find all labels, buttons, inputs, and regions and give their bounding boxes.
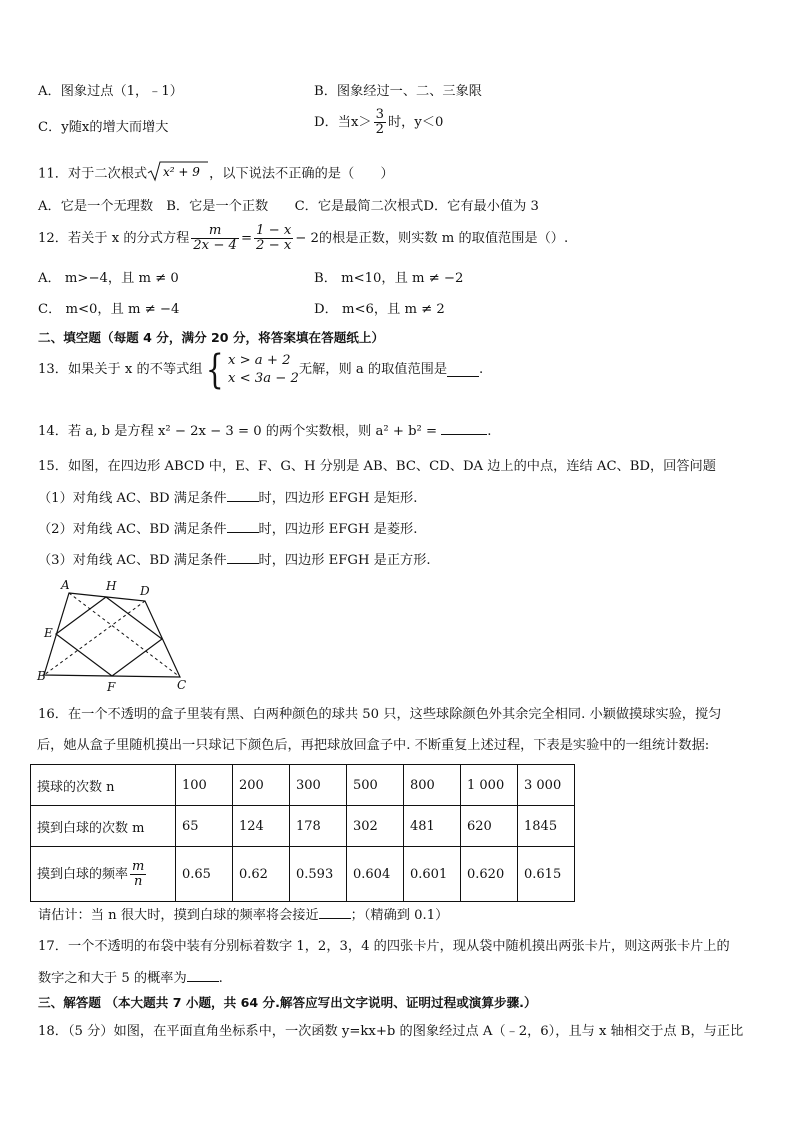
q15-sub-2-prefix: （2）对角线 AC、BD 满足条件 bbox=[38, 522, 227, 537]
quadrilateral-efgh bbox=[56, 597, 162, 676]
q17-line-2-prefix: 数字之和大于 5 的概率为 bbox=[38, 971, 187, 986]
answer-blank bbox=[447, 364, 479, 377]
table-row bbox=[31, 847, 575, 902]
table-row bbox=[31, 765, 575, 806]
q17-end: . bbox=[218, 971, 223, 986]
fraction-denominator: n bbox=[133, 873, 143, 889]
q13-stem-suffix: 无解，则 a 的取值范围是 bbox=[298, 362, 448, 377]
table-cell: 0.593 bbox=[290, 847, 347, 902]
section-heading-fill-in: 二、填空题（每题 4 分，满分 20 分，将答案填在答题纸上） bbox=[38, 330, 385, 345]
q14-stem-text: 14．若 a, b 是方程 x² − 2x − 3 = 0 的两个实数根，则 a² + b² = bbox=[38, 424, 438, 439]
fraction-denominator: 2 bbox=[375, 122, 384, 137]
fraction-numerator: m bbox=[191, 224, 239, 239]
q13-stem-prefix: 13．如果关于 x 的不等式组 bbox=[38, 362, 203, 377]
q16-estimate-prefix: 请估计：当 n 很大时，摸到白球的频率将会接近 bbox=[38, 908, 319, 923]
q11-options: A．它是一个无理数 B．它是一个正数 C．它是最简二次根式D．它有最小值为 3 bbox=[38, 199, 539, 214]
fraction bbox=[130, 860, 146, 889]
fraction-numerator: 1 − x bbox=[256, 223, 292, 238]
label-e: E bbox=[44, 626, 53, 640]
label-f: F bbox=[107, 680, 116, 694]
q15-sub-3 bbox=[38, 551, 431, 570]
fraction-denominator: 2x − 4 bbox=[193, 238, 237, 253]
table-cell: 481 bbox=[404, 806, 461, 847]
fraction-numerator: m bbox=[132, 858, 145, 874]
q15-sub-3-suffix: 时，四边形 EFGH 是正方形. bbox=[258, 553, 431, 568]
table-cell: 0.604 bbox=[347, 847, 404, 902]
section-heading-solutions: 三、解答题 （本大题共 7 小题，共 64 分.解答应写出文字说明、证明过程或演算步骤.） bbox=[38, 995, 537, 1010]
fraction-numerator: 3 bbox=[375, 107, 384, 122]
q12-option-d: D． m<6，且 m ≠ 2 bbox=[314, 302, 445, 317]
radical-sign-icon bbox=[147, 160, 209, 182]
label-b: B bbox=[37, 669, 46, 683]
inequality-1: x > a + 2 bbox=[227, 353, 291, 368]
minus-term: − 2 bbox=[295, 231, 319, 246]
q15-sub-2-suffix: 时，四边形 EFGH 是菱形. bbox=[258, 522, 418, 537]
table-cell: 302 bbox=[347, 806, 404, 847]
q15-sub-1-prefix: （1）对角线 AC、BD 满足条件 bbox=[38, 491, 227, 506]
label-a: A bbox=[61, 578, 70, 592]
q17-line-1: 17．一个不透明的布袋中装有分别标着数字 1，2，3，4 的四张卡片，现从袋中随机摸出两张卡片，则这两张卡片上的 bbox=[38, 939, 730, 954]
label-c: C bbox=[177, 678, 187, 692]
q12-option-b: B． m<10，且 m ≠ −2 bbox=[314, 271, 464, 286]
left-brace-icon: { bbox=[206, 347, 225, 393]
q11-stem-suffix: ，以下说法不正确的是（ ） bbox=[209, 166, 394, 182]
q15-sub-3-prefix: （3）对角线 AC、BD 满足条件 bbox=[38, 553, 227, 568]
table-cell: 1 000 bbox=[461, 765, 518, 806]
table-row bbox=[31, 806, 575, 847]
row-header: 摸到白球的次数 m bbox=[31, 806, 176, 847]
q13-end: . bbox=[479, 362, 484, 377]
q10-option-a: A．图象过点（1，﹣1） bbox=[38, 84, 183, 99]
q10-option-b: B．图象经过一、二、三象限 bbox=[314, 84, 482, 99]
table-cell: 124 bbox=[233, 806, 290, 847]
q14-stem bbox=[38, 422, 491, 441]
q10-option-d-prefix: D．当x＞ bbox=[314, 115, 372, 130]
table-cell: 1845 bbox=[518, 806, 575, 847]
table-cell: 300 bbox=[290, 765, 347, 806]
q16-estimate-suffix: ；（精确到 0.1） bbox=[350, 908, 449, 923]
fraction bbox=[191, 224, 239, 253]
table-cell: 500 bbox=[347, 765, 404, 806]
q10-option-d bbox=[314, 108, 443, 137]
q16-line-1: 16．在一个不透明的盒子里装有黑、白两种颜色的球共 50 只，这些球除颜色外其余完全相同. 小颖做摸球实验，搅匀 bbox=[38, 707, 722, 722]
fraction bbox=[374, 108, 386, 137]
answer-blank bbox=[441, 422, 487, 435]
q14-end: . bbox=[487, 424, 492, 439]
q12-option-a: A． m>−4，且 m ≠ 0 bbox=[38, 271, 179, 286]
fraction-denominator: 2 − x bbox=[256, 238, 292, 253]
row-header bbox=[31, 847, 176, 902]
q15-sub-2 bbox=[38, 520, 417, 539]
quadrilateral-abcd bbox=[44, 593, 180, 677]
q13-stem bbox=[38, 347, 484, 393]
table-cell: 0.62 bbox=[233, 847, 290, 902]
q11-stem bbox=[38, 160, 394, 188]
q15-sub-1 bbox=[38, 489, 417, 508]
q12-stem-prefix: 12．若关于 x 的分式方程 bbox=[38, 231, 190, 246]
table-cell: 0.65 bbox=[176, 847, 233, 902]
table-cell: 200 bbox=[233, 765, 290, 806]
row-header-text: 摸到白球的频率 bbox=[37, 866, 129, 882]
inequality-2: x < 3a − 2 bbox=[227, 371, 299, 386]
table-cell: 0.601 bbox=[404, 847, 461, 902]
row-header: 摸球的次数 n bbox=[31, 765, 176, 806]
answer-blank bbox=[227, 489, 259, 502]
table-cell: 0.620 bbox=[461, 847, 518, 902]
diagonal-ac bbox=[69, 593, 180, 677]
label-h: H bbox=[106, 579, 117, 593]
radicand: x² + 9 bbox=[163, 165, 200, 179]
q11-stem-prefix: 11．对于二次根式 bbox=[38, 166, 148, 182]
table-cell: 800 bbox=[404, 765, 461, 806]
inequality-system bbox=[228, 352, 299, 388]
answer-blank bbox=[227, 520, 259, 533]
quadrilateral-figure bbox=[30, 576, 200, 696]
label-d: D bbox=[140, 584, 150, 598]
q12-stem-suffix: 的根是正数，则实数 m 的取值范围是（）. bbox=[318, 231, 569, 246]
answer-blank bbox=[187, 969, 219, 982]
q15-sub-1-suffix: 时，四边形 EFGH 是矩形. bbox=[258, 491, 418, 506]
q12-stem bbox=[38, 224, 568, 253]
table-cell: 3 000 bbox=[518, 765, 575, 806]
q18-line-1: 18．（5 分）如图，在平面直角坐标系中，一次函数 y=kx+b 的图象经过点 A（﹣2，6），且与 x 轴相交于点 B，与正比 bbox=[38, 1024, 744, 1039]
table-cell: 0.615 bbox=[518, 847, 575, 902]
statistics-table bbox=[30, 764, 575, 902]
q16-line-2: 后，她从盒子里随机摸出一只球记下颜色后，再把球放回盒子中. 不断重复上述过程，下表是实验中的一组统计数据: bbox=[37, 738, 710, 753]
table-cell: 100 bbox=[176, 765, 233, 806]
q10-option-d-suffix: 时，y＜0 bbox=[387, 115, 444, 130]
q15-stem: 15．如图，在四边形 ABCD 中，E、F、G、H 分别是 AB、BC、CD、DA 边上的中点，连结 AC、BD，回答问题 bbox=[38, 459, 716, 474]
table-cell: 620 bbox=[461, 806, 518, 847]
q12-option-c: C． m<0，且 m ≠ −4 bbox=[38, 302, 180, 317]
q17-line-2 bbox=[38, 969, 223, 988]
square-root bbox=[147, 160, 209, 188]
q10-option-c: C．y随x的增大而增大 bbox=[38, 120, 169, 135]
q16-estimate bbox=[38, 906, 448, 925]
equals-sign: = bbox=[240, 231, 253, 246]
table-cell: 65 bbox=[176, 806, 233, 847]
answer-blank bbox=[319, 906, 351, 919]
table-cell: 178 bbox=[290, 806, 347, 847]
fraction bbox=[254, 224, 293, 253]
answer-blank bbox=[227, 551, 259, 564]
